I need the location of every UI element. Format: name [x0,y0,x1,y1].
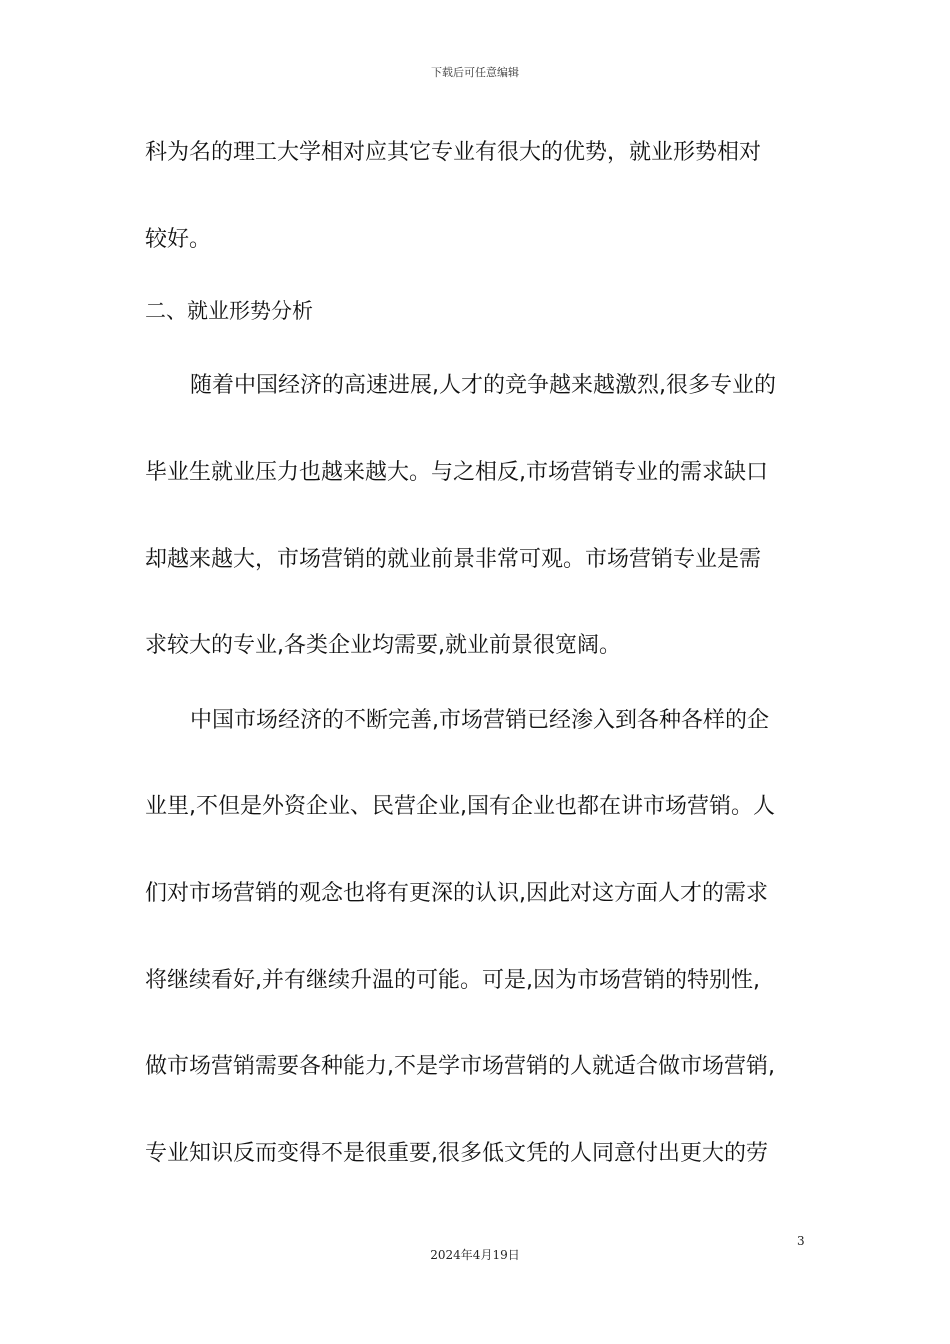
paragraph-first-line: 中国市场经济的不断完善,市场营销已经渗入到各种各样的企 [190,708,769,733]
body-line: 较好。 [145,227,212,252]
body-line: 却越来越大，市场营销的就业前景非常可观。市场营销专业是需 [145,547,762,572]
page-header: 下载后可任意编辑 [431,66,519,79]
body-line: 专业知识反而变得不是很重要,很多低文凭的人同意付出更大的劳 [145,1141,768,1166]
footer-date: 2024年4月19日 [430,1248,520,1262]
page-number: 3 [797,1234,805,1248]
body-line: 求较大的专业,各类企业均需要,就业前景很宽阔。 [145,633,621,658]
body-line: 们对市场营销的观念也将有更深的认识,因此对这方面人才的需求 [145,881,768,906]
body-line: 将继续看好,并有继续升温的可能。可是,因为市场营销的特别性, [145,968,760,993]
paragraph-first-line: 随着中国经济的高速进展,人才的竞争越来越激烈,很多专业的 [190,373,776,398]
body-line: 科为名的理工大学相对应其它专业有很大的优势，就业形势相对 [145,140,762,165]
body-line: 毕业生就业压力也越来越大。与之相反,市场营销专业的需求缺口 [145,460,768,485]
body-line: 业里,不但是外资企业、民营企业,国有企业也都在讲市场营销。人 [145,794,775,819]
section-heading: 二、就业形势分析 [145,299,313,323]
body-line: 做市场营销需要各种能力,不是学市场营销的人就适合做市场营销, [145,1054,775,1079]
